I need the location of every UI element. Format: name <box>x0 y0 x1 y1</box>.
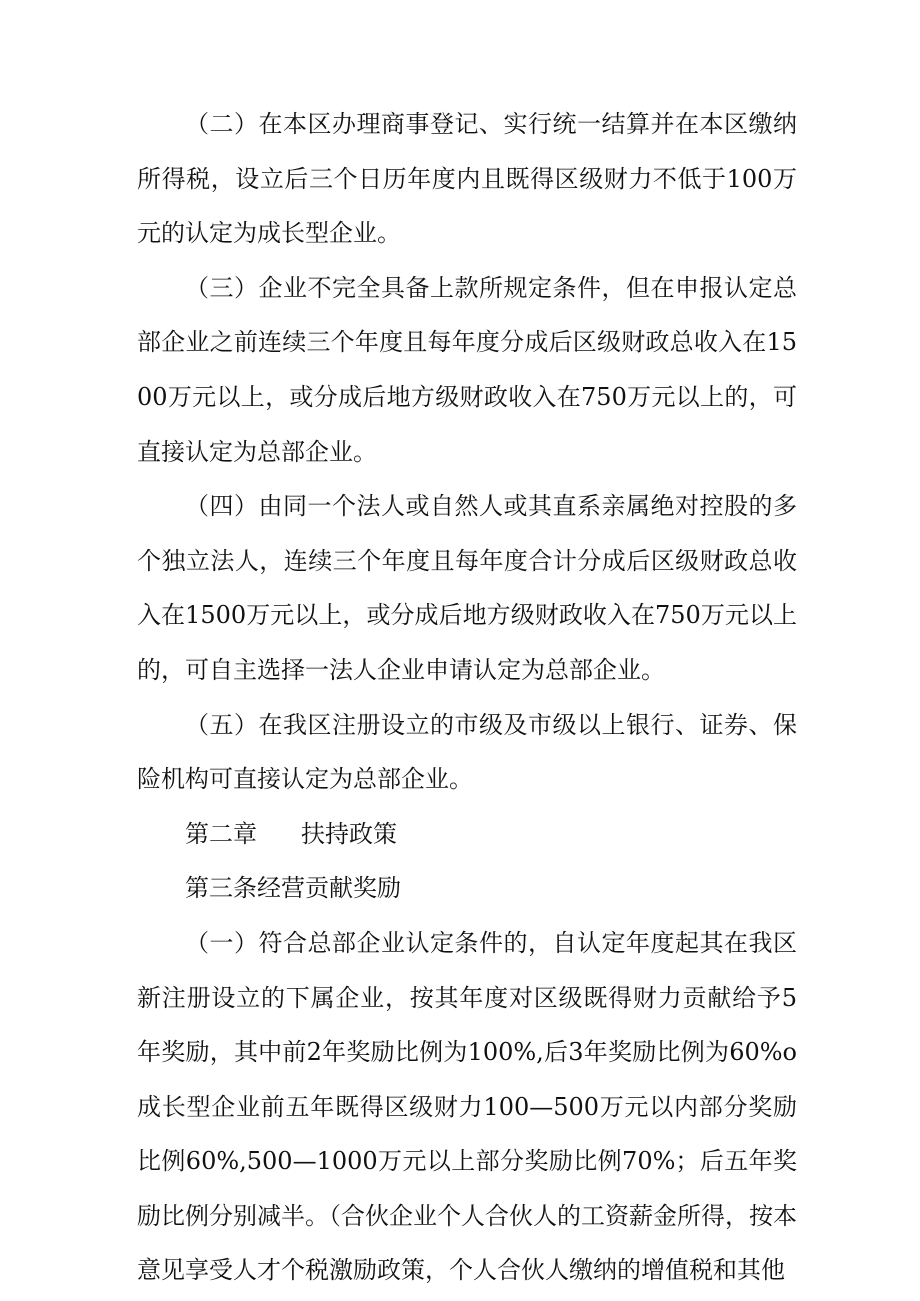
article-heading: 第三条经营贡献奖励 <box>185 874 401 903</box>
paragraph-clause-3: （三）企业不完全具备上款所规定条件，但在申报认定总部企业之前连续三个年度且每年度分成后区级财政总收入在1500万元以上，或分成后地方级财政收入在750万元以上的，可直接认定为总部企业。 <box>137 273 797 466</box>
paragraph-article-3-clause-1: （一）符合总部企业认定条件的，自认定年度起其在我区新注册设立的下属企业，按其年度对区级既得财力贡献给予5年奖励，其中前2年奖励比例为100%,后3年奖励比例为60%o成长型企业前五年既得区级财力100—500万元以内部分奖励比例60%,500—1000万元以上部分奖励比例70%；后五年奖励比例分别减半。（合伙企业个人合伙人的工资薪金所得，按本意见享受人才个税激励政策，个人合伙人缴纳的增值税和其他 <box>137 928 797 1285</box>
paragraph-clause-5: （五）在我区注册设立的市级及市级以上银行、证券、保险机构可直接认定为总部企业。 <box>137 710 797 794</box>
chapter-heading <box>137 807 797 862</box>
paragraph-clause-4: （四）由同一个法人或自然人或其直系亲属绝对控股的多个独立法人，连续三个年度且每年度合计分成后区级财政总收入在1500万元以上，或分成后地方级财政收入在750万元以上的，可自主选择一法人企业申请认定为总部企业。 <box>137 492 797 684</box>
document-body <box>137 97 797 1298</box>
paragraph-clause-2: （二）在本区办理商事登记、实行统一结算并在本区缴纳所得税，设立后三个日历年度内且既得区级财力不低于100万元的认定为成长型企业。 <box>137 110 797 248</box>
chapter-title: 扶持政策 <box>301 819 397 848</box>
chapter-number: 第二章 <box>185 819 257 848</box>
